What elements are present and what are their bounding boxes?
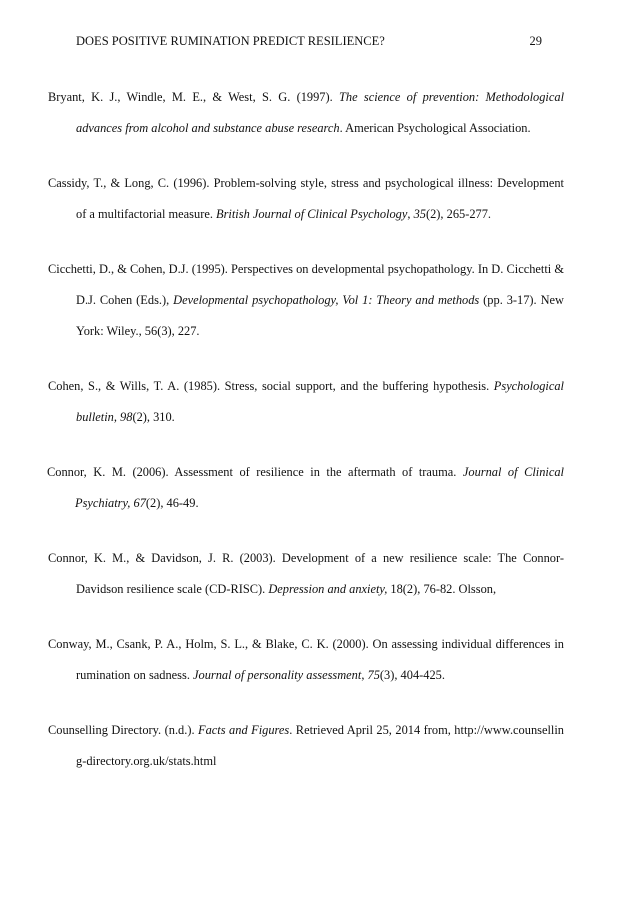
reference-list — [48, 70, 564, 797]
running-header — [76, 34, 542, 52]
reference-entry: Conway, M., Csank, P. A., Holm, S. L., & Blake, C. K. (2000). On assessing individual differences in rumination on sadness. Journal of personality assessment, 75(3), 404-425. — [48, 637, 564, 683]
reference-entry: Counselling Directory. (n.d.). Facts and Figures. Retrieved April 25, 2014 from, http://www.counselling-directory.org.uk/stats.html — [48, 723, 564, 769]
reference-entry: Connor, K. M. (2006). Assessment of resilience in the aftermath of trauma. Journal of Clinical Psychiatry, 67(2), 46-49. — [47, 465, 565, 511]
page-number: 29 — [529, 34, 542, 48]
reference-entry: Bryant, K. J., Windle, M. E., & West, S. G. (1997). The science of prevention: Methodological advances from alcohol and substance abuse research. American Psychological Association. — [48, 90, 565, 136]
reference-entry: Cicchetti, D., & Cohen, D.J. (1995). Perspectives on developmental psychopathology. In D. Cicchetti & D.J. Cohen (Eds.), Developmental psychopathology, Vol 1: Theory and methods (pp. 3-17). New York: Wiley., 56(3), 227. — [48, 262, 564, 339]
reference-entry: Connor, K. M., & Davidson, J. R. (2003). Development of a new resilience scale: The Connor-Davidson resilience scale (CD-RISC). Depression and anxiety, 18(2), 76-82. Olsson, — [48, 551, 564, 597]
reference-entry: Cassidy, T., & Long, C. (1996). Problem-solving style, stress and psychological illness: Development of a multifactorial measure. British Journal of Clinical Psychology, 35(2), 265-277. — [48, 176, 564, 222]
running-head-title: DOES POSITIVE RUMINATION PREDICT RESILIENCE? — [76, 34, 385, 48]
reference-entry: Cohen, S., & Wills, T. A. (1985). Stress, social support, and the buffering hypothesis. Psychological bulletin, 98(2), 310. — [48, 379, 564, 425]
